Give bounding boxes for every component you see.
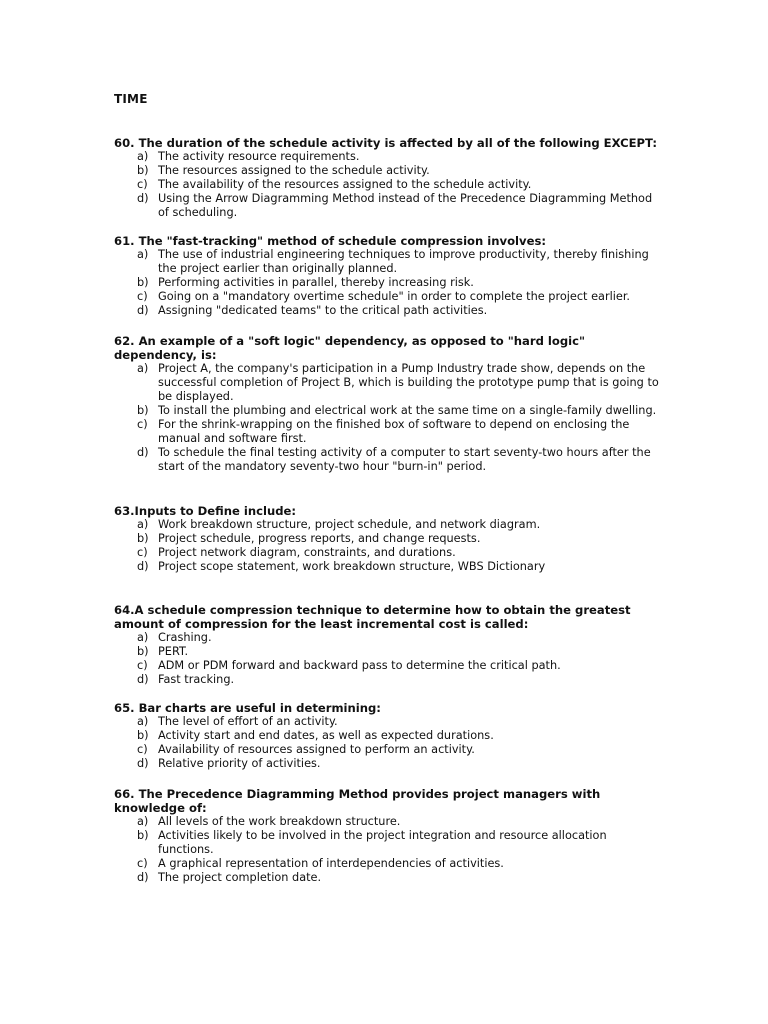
option-letter: d) (137, 673, 149, 686)
option-text: The use of industrial engineering techniques to improve productivity, thereby finishing the project earlier than originally planned. (158, 248, 649, 275)
answer-option (114, 857, 659, 871)
option-text: Going on a "mandatory overtime schedule" in order to complete the project earlier. (158, 290, 631, 303)
answer-option (114, 248, 659, 276)
answer-option (114, 659, 659, 673)
answer-option (114, 631, 659, 645)
question-title: 65. Bar charts are useful in determining: (114, 701, 381, 715)
answer-option (114, 362, 659, 404)
answer-options (114, 518, 659, 574)
option-text: Relative priority of activities. (158, 757, 321, 770)
answer-option (114, 645, 659, 659)
option-letter: a) (137, 362, 149, 375)
option-letter: d) (137, 757, 149, 770)
question-title: 63.Inputs to Define include: (114, 504, 297, 518)
option-text: Activity start and end dates, as well as expected durations. (158, 729, 494, 742)
option-text: Project network diagram, constraints, and durations. (158, 546, 456, 559)
option-letter: c) (137, 178, 148, 191)
answer-options (114, 248, 659, 318)
question-63 (114, 504, 659, 574)
answer-option (114, 729, 659, 743)
answer-option (114, 829, 659, 857)
option-letter: d) (137, 446, 149, 459)
option-text: To install the plumbing and electrical work at the same time on a single-family dwelling. (158, 404, 657, 417)
answer-option (114, 518, 659, 532)
option-text: A graphical representation of interdependencies of activities. (158, 857, 504, 870)
option-text: The level of effort of an activity. (158, 715, 338, 728)
answer-option (114, 673, 659, 687)
question-64 (114, 603, 659, 687)
option-text: The resources assigned to the schedule activity. (158, 164, 430, 177)
option-letter: c) (137, 290, 148, 303)
option-text: Availability of resources assigned to perform an activity. (158, 743, 475, 756)
answer-options (114, 631, 659, 687)
option-text: Project scope statement, work breakdown structure, WBS Dictionary (158, 560, 546, 573)
option-letter: d) (137, 192, 149, 205)
option-letter: b) (137, 164, 149, 177)
answer-option (114, 446, 659, 474)
answer-option (114, 304, 659, 318)
option-letter: a) (137, 815, 149, 828)
option-letter: b) (137, 532, 149, 545)
option-text: For the shrink-wrapping on the finished box of software to depend on enclosing the manual and software first. (158, 418, 630, 445)
option-letter: b) (137, 729, 149, 742)
option-text: Using the Arrow Diagramming Method instead of the Precedence Diagramming Method of scheduling. (158, 192, 653, 219)
answer-option (114, 715, 659, 729)
answer-option (114, 743, 659, 757)
option-letter: c) (137, 743, 148, 756)
option-text: Performing activities in parallel, thereby increasing risk. (158, 276, 474, 289)
question-title: 62. An example of a "soft logic" dependency, as opposed to "hard logic" dependency, is: (114, 334, 586, 362)
option-letter: c) (137, 418, 148, 431)
option-letter: a) (137, 248, 149, 261)
option-text: Project A, the company's participation in a Pump Industry trade show, depends on the successful completion of Project B, which is building the prototype pump that is going to be displayed. (158, 362, 659, 403)
answer-option (114, 418, 659, 446)
question-65 (114, 701, 659, 771)
option-letter: d) (137, 560, 149, 573)
answer-option (114, 150, 659, 164)
question-title: 66. The Precedence Diagramming Method provides project managers with knowledge of: (114, 787, 601, 815)
answer-options (114, 715, 659, 771)
option-letter: a) (137, 150, 149, 163)
option-letter: b) (137, 404, 149, 417)
option-text: Fast tracking. (158, 673, 235, 686)
answer-option (114, 276, 659, 290)
option-letter: a) (137, 518, 149, 531)
section-title: TIME (114, 92, 148, 106)
option-letter: d) (137, 871, 149, 884)
option-text: To schedule the final testing activity of a computer to start seventy-two hours after the start of the mandatory seventy-two hour "burn-in" period. (158, 446, 651, 473)
option-letter: c) (137, 857, 148, 870)
question-title: 64.A schedule compression technique to determine how to obtain the greatest amount of compression for the least incremental cost is called: (114, 603, 631, 631)
option-letter: c) (137, 546, 148, 559)
option-text: Project schedule, progress reports, and change requests. (158, 532, 481, 545)
answer-option (114, 178, 659, 192)
answer-option (114, 546, 659, 560)
answer-option (114, 815, 659, 829)
answer-option (114, 560, 659, 574)
option-text: Activities likely to be involved in the project integration and resource allocation functions. (158, 829, 607, 856)
question-62 (114, 334, 659, 474)
question-60 (114, 136, 659, 220)
option-text: Crashing. (158, 631, 212, 644)
question-title: 61. The "fast-tracking" method of schedule compression involves: (114, 234, 546, 248)
answer-option (114, 192, 659, 220)
option-letter: a) (137, 631, 149, 644)
option-text: The project completion date. (158, 871, 322, 884)
option-text: All levels of the work breakdown structure. (158, 815, 401, 828)
question-66 (114, 787, 659, 885)
option-letter: b) (137, 829, 149, 842)
option-text: Assigning "dedicated teams" to the critical path activities. (158, 304, 488, 317)
answer-option (114, 871, 659, 885)
option-text: Work breakdown structure, project schedule, and network diagram. (158, 518, 541, 531)
answer-option (114, 532, 659, 546)
option-text: The activity resource requirements. (158, 150, 360, 163)
answer-option (114, 757, 659, 771)
answer-options (114, 815, 659, 885)
option-letter: b) (137, 645, 149, 658)
answer-option (114, 290, 659, 304)
option-text: PERT. (158, 645, 189, 658)
answer-option (114, 404, 659, 418)
question-61 (114, 234, 659, 318)
answer-option (114, 164, 659, 178)
answer-options (114, 362, 659, 474)
option-letter: c) (137, 659, 148, 672)
question-title: 60. The duration of the schedule activity is affected by all of the following EXCEPT: (114, 136, 657, 150)
answer-options (114, 150, 659, 220)
option-letter: b) (137, 276, 149, 289)
option-text: ADM or PDM forward and backward pass to determine the critical path. (158, 659, 561, 672)
option-letter: d) (137, 304, 149, 317)
option-text: The availability of the resources assigned to the schedule activity. (158, 178, 532, 191)
option-letter: a) (137, 715, 149, 728)
